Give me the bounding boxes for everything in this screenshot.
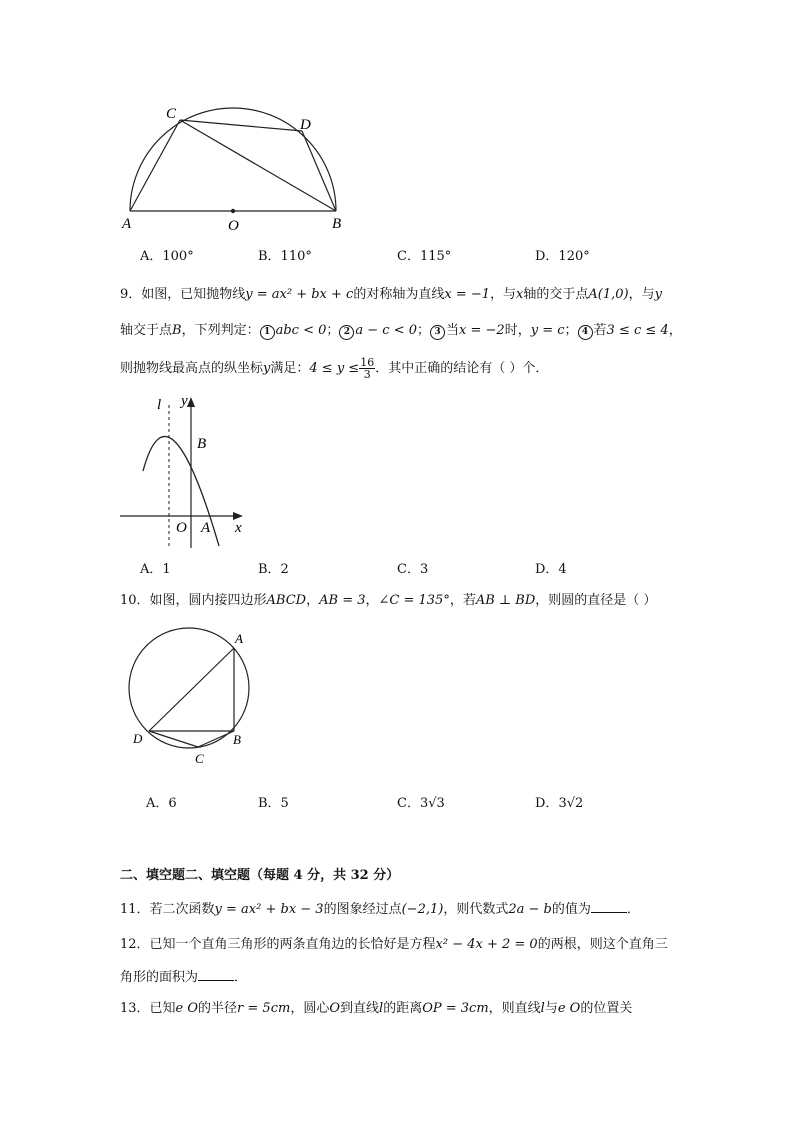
q9-figure — [115, 393, 255, 553]
q9-option-a[interactable]: A．1 — [140, 562, 171, 577]
q10-label-b: B — [233, 732, 241, 747]
q9-option-b[interactable]: B．2 — [258, 562, 289, 577]
q9-options — [140, 561, 740, 579]
q9-y-arrow-icon — [187, 397, 195, 407]
q9-x-arrow-icon — [233, 512, 243, 520]
q9-stem-line2: 轴交于点B，下列判定： 1 abc < 0； 2 a − c < 0； 3 当x = −2时，y = c； 4 若3 ≤ c ≤ 4， — [120, 323, 682, 338]
q9-fraction: $\frac{16}{3}$ — [360, 356, 375, 381]
q11-stem: 11．若二次函数y = ax² + bx − 3的图象经过点(−2,1)，则代数式2a − b的值为 ． — [120, 902, 640, 917]
q9-label-l: l — [157, 397, 162, 413]
q13-stem: 13．已知e O的半径r = 5cm，圆心O到直线l的距离OP = 3cm，则直线l与e O的位置关 — [120, 1001, 633, 1016]
q8-option-d[interactable]: D．120° — [535, 249, 590, 264]
q8-center-dot — [231, 209, 235, 213]
q12-answer-blank[interactable] — [198, 968, 234, 981]
q12-stem-line2: 角形的面积为 ． — [120, 970, 248, 985]
q10-figure — [122, 622, 262, 772]
section2-title: 二、填空题二、填空题（每题 4 分，共 32 分） — [120, 868, 400, 883]
q9-option-c[interactable]: C．3 — [397, 562, 429, 577]
q8-option-a[interactable]: A．100° — [140, 249, 194, 264]
q10-option-d[interactable]: D．3√2 — [535, 796, 584, 811]
q10-circle — [129, 628, 249, 748]
q9-label-o: O — [176, 520, 187, 536]
q9-label-a: A — [201, 520, 211, 536]
q10-label-c: C — [195, 751, 204, 766]
q9-stem-line3: 则抛物线最高点的纵坐标y满足：4 ≤ y ≤ $\frac{16}{3}$ ．其中正确的结论有（ ）个． — [120, 356, 549, 381]
q8-option-b[interactable]: B．110° — [258, 249, 312, 264]
q8-label-o: O — [228, 218, 239, 234]
q11-answer-blank[interactable] — [591, 900, 627, 913]
q8-label-d: D — [300, 117, 311, 133]
q10-stem: 10．如图，圆内接四边形ABCD，AB = 3，∠C = 135°，若AB ⊥ BD，则圆的直径是（ ） — [120, 593, 657, 608]
marker-1-icon: 1 — [260, 325, 275, 340]
q8-label-b: B — [332, 216, 342, 232]
q10-options — [146, 795, 746, 813]
q10-label-a: A — [235, 631, 243, 646]
q8-label-c: C — [166, 106, 177, 122]
q8-label-a: A — [122, 216, 132, 232]
q8-options — [140, 248, 740, 266]
q10-option-b[interactable]: B．5 — [258, 796, 289, 811]
q8-option-c[interactable]: C．115° — [397, 249, 452, 264]
q10-option-c[interactable]: C．3√3 — [397, 796, 445, 811]
q8-figure — [110, 98, 360, 238]
q12-stem-line1: 12．已知一个直角三角形的两条直角边的长恰好是方程x² − 4x + 2 = 0的两根，则这个直角三 — [120, 937, 668, 952]
marker-4-icon: 4 — [578, 325, 593, 340]
q9-label-x: x — [235, 520, 242, 536]
q9-label-y: y — [181, 393, 188, 409]
q8-chord-cb — [180, 120, 336, 211]
q8-chord-db — [302, 131, 336, 211]
q9-stem-line1: 9．如图，已知抛物线y = ax² + bx + c的对称轴为直线x = −1，与x轴的交于点A(1,0)，与y — [120, 287, 662, 302]
q9-option-d[interactable]: D．4 — [535, 562, 567, 577]
q10-side-cb — [198, 731, 234, 747]
q10-label-d: D — [133, 731, 143, 746]
q9-label-b: B — [197, 436, 207, 452]
q10-side-da — [149, 648, 234, 731]
marker-2-icon: 2 — [339, 325, 354, 340]
marker-3-icon: 3 — [430, 325, 445, 340]
q8-chord-ac — [130, 120, 180, 211]
q10-option-a[interactable]: A．6 — [146, 796, 177, 811]
